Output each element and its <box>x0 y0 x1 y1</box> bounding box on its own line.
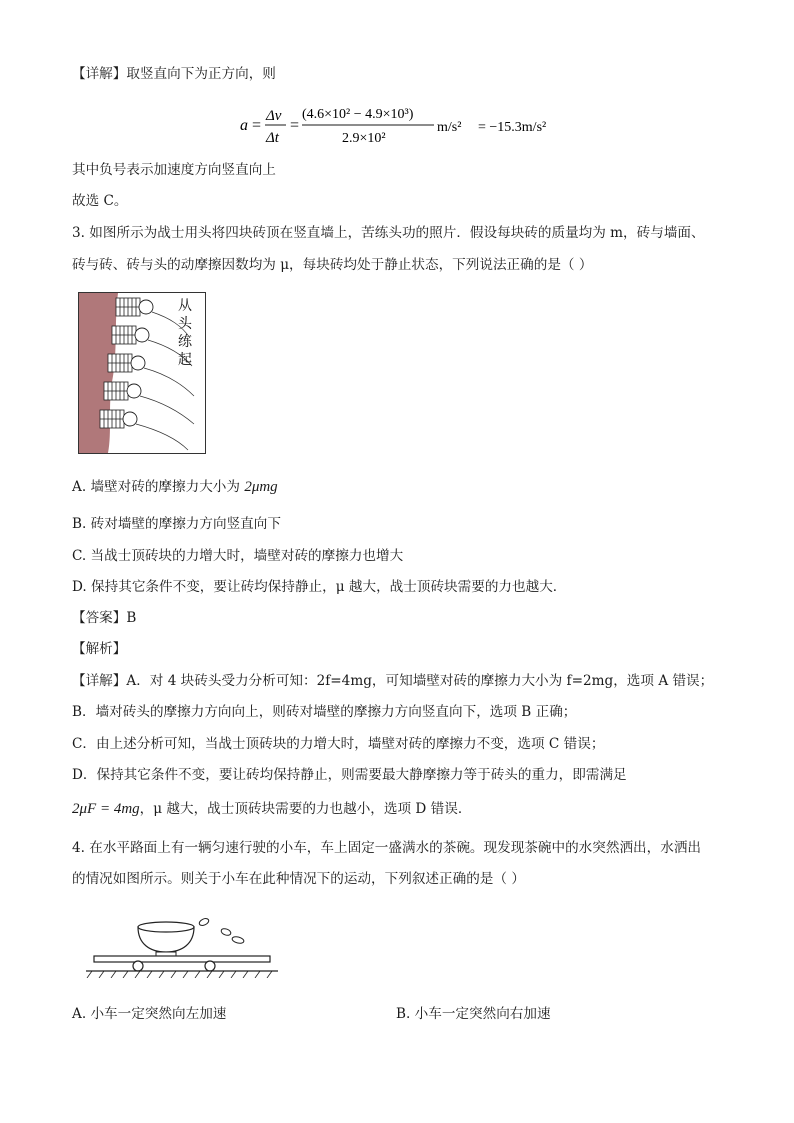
splashing-water-drops <box>198 917 244 944</box>
formula-unit: m/s² <box>437 120 462 135</box>
q4-cart-bowl-figure <box>86 910 278 978</box>
q4-stem-line2: 的情况如图所示。则关于小车在此种情况下的运动，下列叙述正确的是（ ） <box>72 871 525 887</box>
svg-text:=: = <box>252 117 262 134</box>
q3-detail-d2: 2μF = 4mg，μ 越大，战士顶砖块需要的力也越小，选项 D 错误． <box>72 801 472 817</box>
q3-option-c: C. 当战士顶砖块的力增大时，墙壁对砖的摩擦力也增大 <box>72 548 404 564</box>
formula-dv: Δv <box>266 108 282 124</box>
q3-option-d: D. 保持其它条件不变，要让砖均保持静止，μ 越大，战士顶砖块需要的力也越大． <box>72 579 567 595</box>
formula-lhs: a <box>240 117 248 134</box>
prev-choice: 故选 C。 <box>72 193 128 209</box>
cart-platform <box>94 956 270 962</box>
cart-wheel-right <box>205 961 215 971</box>
q4-stem-line1: 4. 在水平路面上有一辆匀速行驶的小车，车上固定一盛满水的茶碗。现发现茶碗中的水突然洒出，水洒出 <box>72 840 702 856</box>
q3-analysis-heading: 【解析】 <box>72 641 127 657</box>
caption-char-3: 练 <box>178 334 192 350</box>
q4-option-b: B. 小车一定突然向右加速 <box>396 1006 551 1022</box>
q3-detail-d1: D．保持其它条件不变，要让砖均保持静止，则需要最大静摩擦力等于砖头的重力，即需满足 <box>72 767 627 783</box>
q3-detail-a: 【详解】A．对 4 块砖头受力分析可知：2f=4mg，可知墙壁对砖的摩擦力大小为 f=2mg，选项 A 错误； <box>72 673 714 689</box>
detail-d2-math: 2μF = 4mg <box>72 801 140 817</box>
q3-answer: 【答案】B <box>72 610 137 626</box>
q4-option-a: A. 小车一定突然向左加速 <box>72 1006 227 1022</box>
svg-text:=: = <box>290 117 300 134</box>
option-a-math: 2μmg <box>244 479 278 495</box>
cart-wheel-left <box>133 961 143 971</box>
caption-char-1: 从 <box>178 298 192 314</box>
q3-option-a: A. 墙壁对砖的摩擦力大小为 2μmg <box>72 479 278 495</box>
formula-result: = −15.3m/s² <box>478 120 547 135</box>
detail-heading: 【详解】取竖直向下为正方向，则 <box>72 66 276 82</box>
q3-stem-line1: 3. 如图所示为战士用头将四块砖顶在竖直墙上，苦练头功的照片．假设每块砖的质量均为 m，砖与墙面、 <box>72 225 705 241</box>
formula-denominator: 2.9×10² <box>342 131 386 146</box>
q3-option-b: B. 砖对墙壁的摩擦力方向竖直向下 <box>72 516 281 532</box>
caption-char-4: 起 <box>178 352 192 368</box>
caption-char-2: 头 <box>178 316 192 332</box>
q3-stem-line2: 砖与砖、砖与头的动摩擦因数均为 μ，每块砖均处于静止状态，下列说法正确的是（ ） <box>72 257 593 273</box>
acceleration-formula <box>240 98 570 150</box>
q3-detail-b: B．墙对砖头的摩擦力方向向上，则砖对墙壁的摩擦力方向竖直向下，选项 B 正确； <box>72 704 577 720</box>
formula-dt: Δt <box>266 130 279 146</box>
formula-numerator: (4.6×10² − 4.9×10³) <box>302 107 414 122</box>
q3-brick-wall-figure <box>78 292 206 454</box>
q3-detail-c: C．由上述分析可知，当战士顶砖块的力增大时，墙壁对砖的摩擦力不变，选项 C 错误； <box>72 736 605 752</box>
sign-note: 其中负号表示加速度方向竖直向上 <box>72 162 276 178</box>
